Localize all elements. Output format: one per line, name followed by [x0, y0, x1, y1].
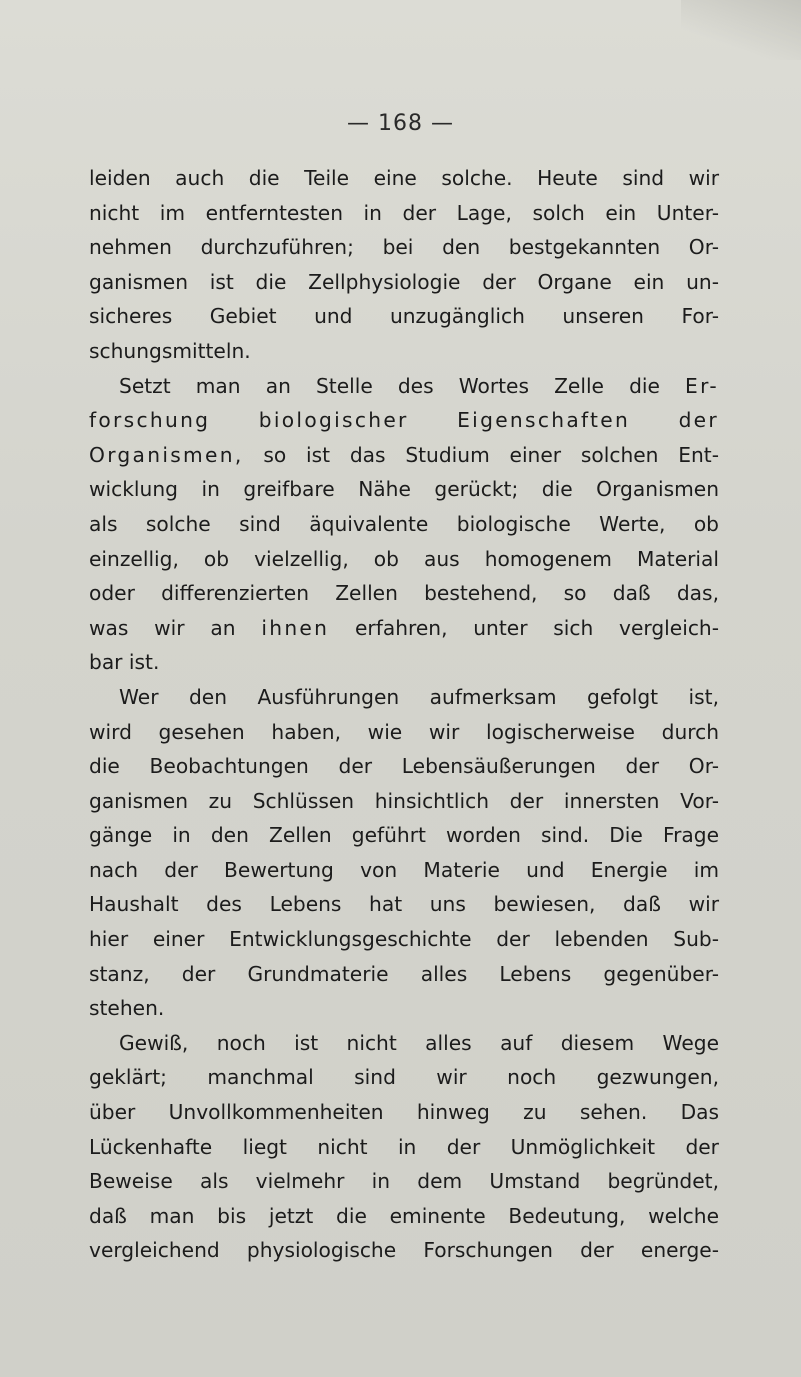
text-line: stehen.: [89, 996, 165, 1021]
text-line: über Unvollkommenheiten hinweg zu sehen. Das: [89, 1100, 719, 1125]
text-line: ganismen ist die Zellphysiologie der Organe ein un-: [89, 269, 719, 294]
text-line: leiden auch die Teile eine solche. Heute sind wir: [89, 166, 719, 190]
page-number: — 168 —: [347, 111, 454, 136]
text-line: sicheres Gebiet und unzugänglich unseren For-: [89, 304, 719, 329]
text-line: einzellig, ob vielzellig, ob aus homogenem Material: [89, 546, 719, 571]
spaced-text: Er-: [685, 373, 719, 398]
text-line: [89, 438, 719, 473]
text-line: nicht im entferntesten in der Lage, solch ein Unter-: [89, 200, 719, 225]
page-corner-shadow: [681, 0, 801, 60]
text-segment: Setzt man an Stelle des Wortes Zelle die: [119, 373, 660, 398]
text-line: [89, 369, 719, 404]
body-text: [89, 161, 719, 1268]
text-line: [89, 611, 719, 646]
text-line: bar ist.: [89, 650, 160, 675]
text-line: gänge in den Zellen geführt worden sind. Die Frage: [89, 823, 719, 848]
text-line: oder differenzierten Zellen bestehend, so daß das,: [89, 581, 719, 606]
text-line: hier einer Entwicklungsgeschichte der lebenden Sub-: [89, 927, 719, 952]
text-line: Gewiß, noch ist nicht alles auf diesem Wege: [119, 1030, 719, 1055]
text-line: Beweise als vielmehr in dem Umstand begründet,: [89, 1169, 719, 1194]
text-line: nehmen durchzuführen; bei den bestgekannten Or-: [89, 235, 719, 260]
text-segment: was wir an: [89, 615, 236, 640]
text-line: die Beobachtungen der Lebensäußerungen der Or-: [89, 754, 719, 779]
text-line: geklärt; manchmal sind wir noch gezwungen,: [89, 1065, 719, 1090]
text-line: Lückenhafte liegt nicht in der Unmöglichkeit der: [89, 1134, 719, 1159]
spaced-text: Organismen,: [89, 442, 244, 467]
text-line: stanz, der Grundmaterie alles Lebens gegenüber-: [89, 961, 719, 986]
spaced-text: ihnen: [261, 615, 330, 640]
text-segment: so ist das Studium einer solchen Ent-: [263, 442, 719, 467]
text-line: Wer den Ausführungen aufmerksam gefolgt ist,: [119, 684, 719, 709]
text-line: vergleichend physiologische Forschungen der energe-: [89, 1238, 719, 1263]
text-line: daß man bis jetzt die eminente Bedeutung, welche: [89, 1203, 719, 1228]
text-line: schungsmitteln.: [89, 338, 251, 363]
text-segment: erfahren, unter sich vergleich-: [355, 615, 719, 640]
text-line: wicklung in greifbare Nähe gerückt; die Organismen: [89, 477, 719, 502]
spaced-text-line: forschung biologischer Eigenschaften der: [89, 408, 719, 433]
text-line: Haushalt des Lebens hat uns bewiesen, daß wir: [89, 892, 719, 917]
text-line: nach der Bewertung von Materie und Energie im: [89, 857, 719, 882]
text-line: wird gesehen haben, wie wir logischerweise durch: [89, 719, 719, 744]
text-line: als solche sind äquivalente biologische Werte, ob: [89, 511, 719, 536]
text-line: ganismen zu Schlüssen hinsichtlich der innersten Vor-: [89, 788, 719, 813]
